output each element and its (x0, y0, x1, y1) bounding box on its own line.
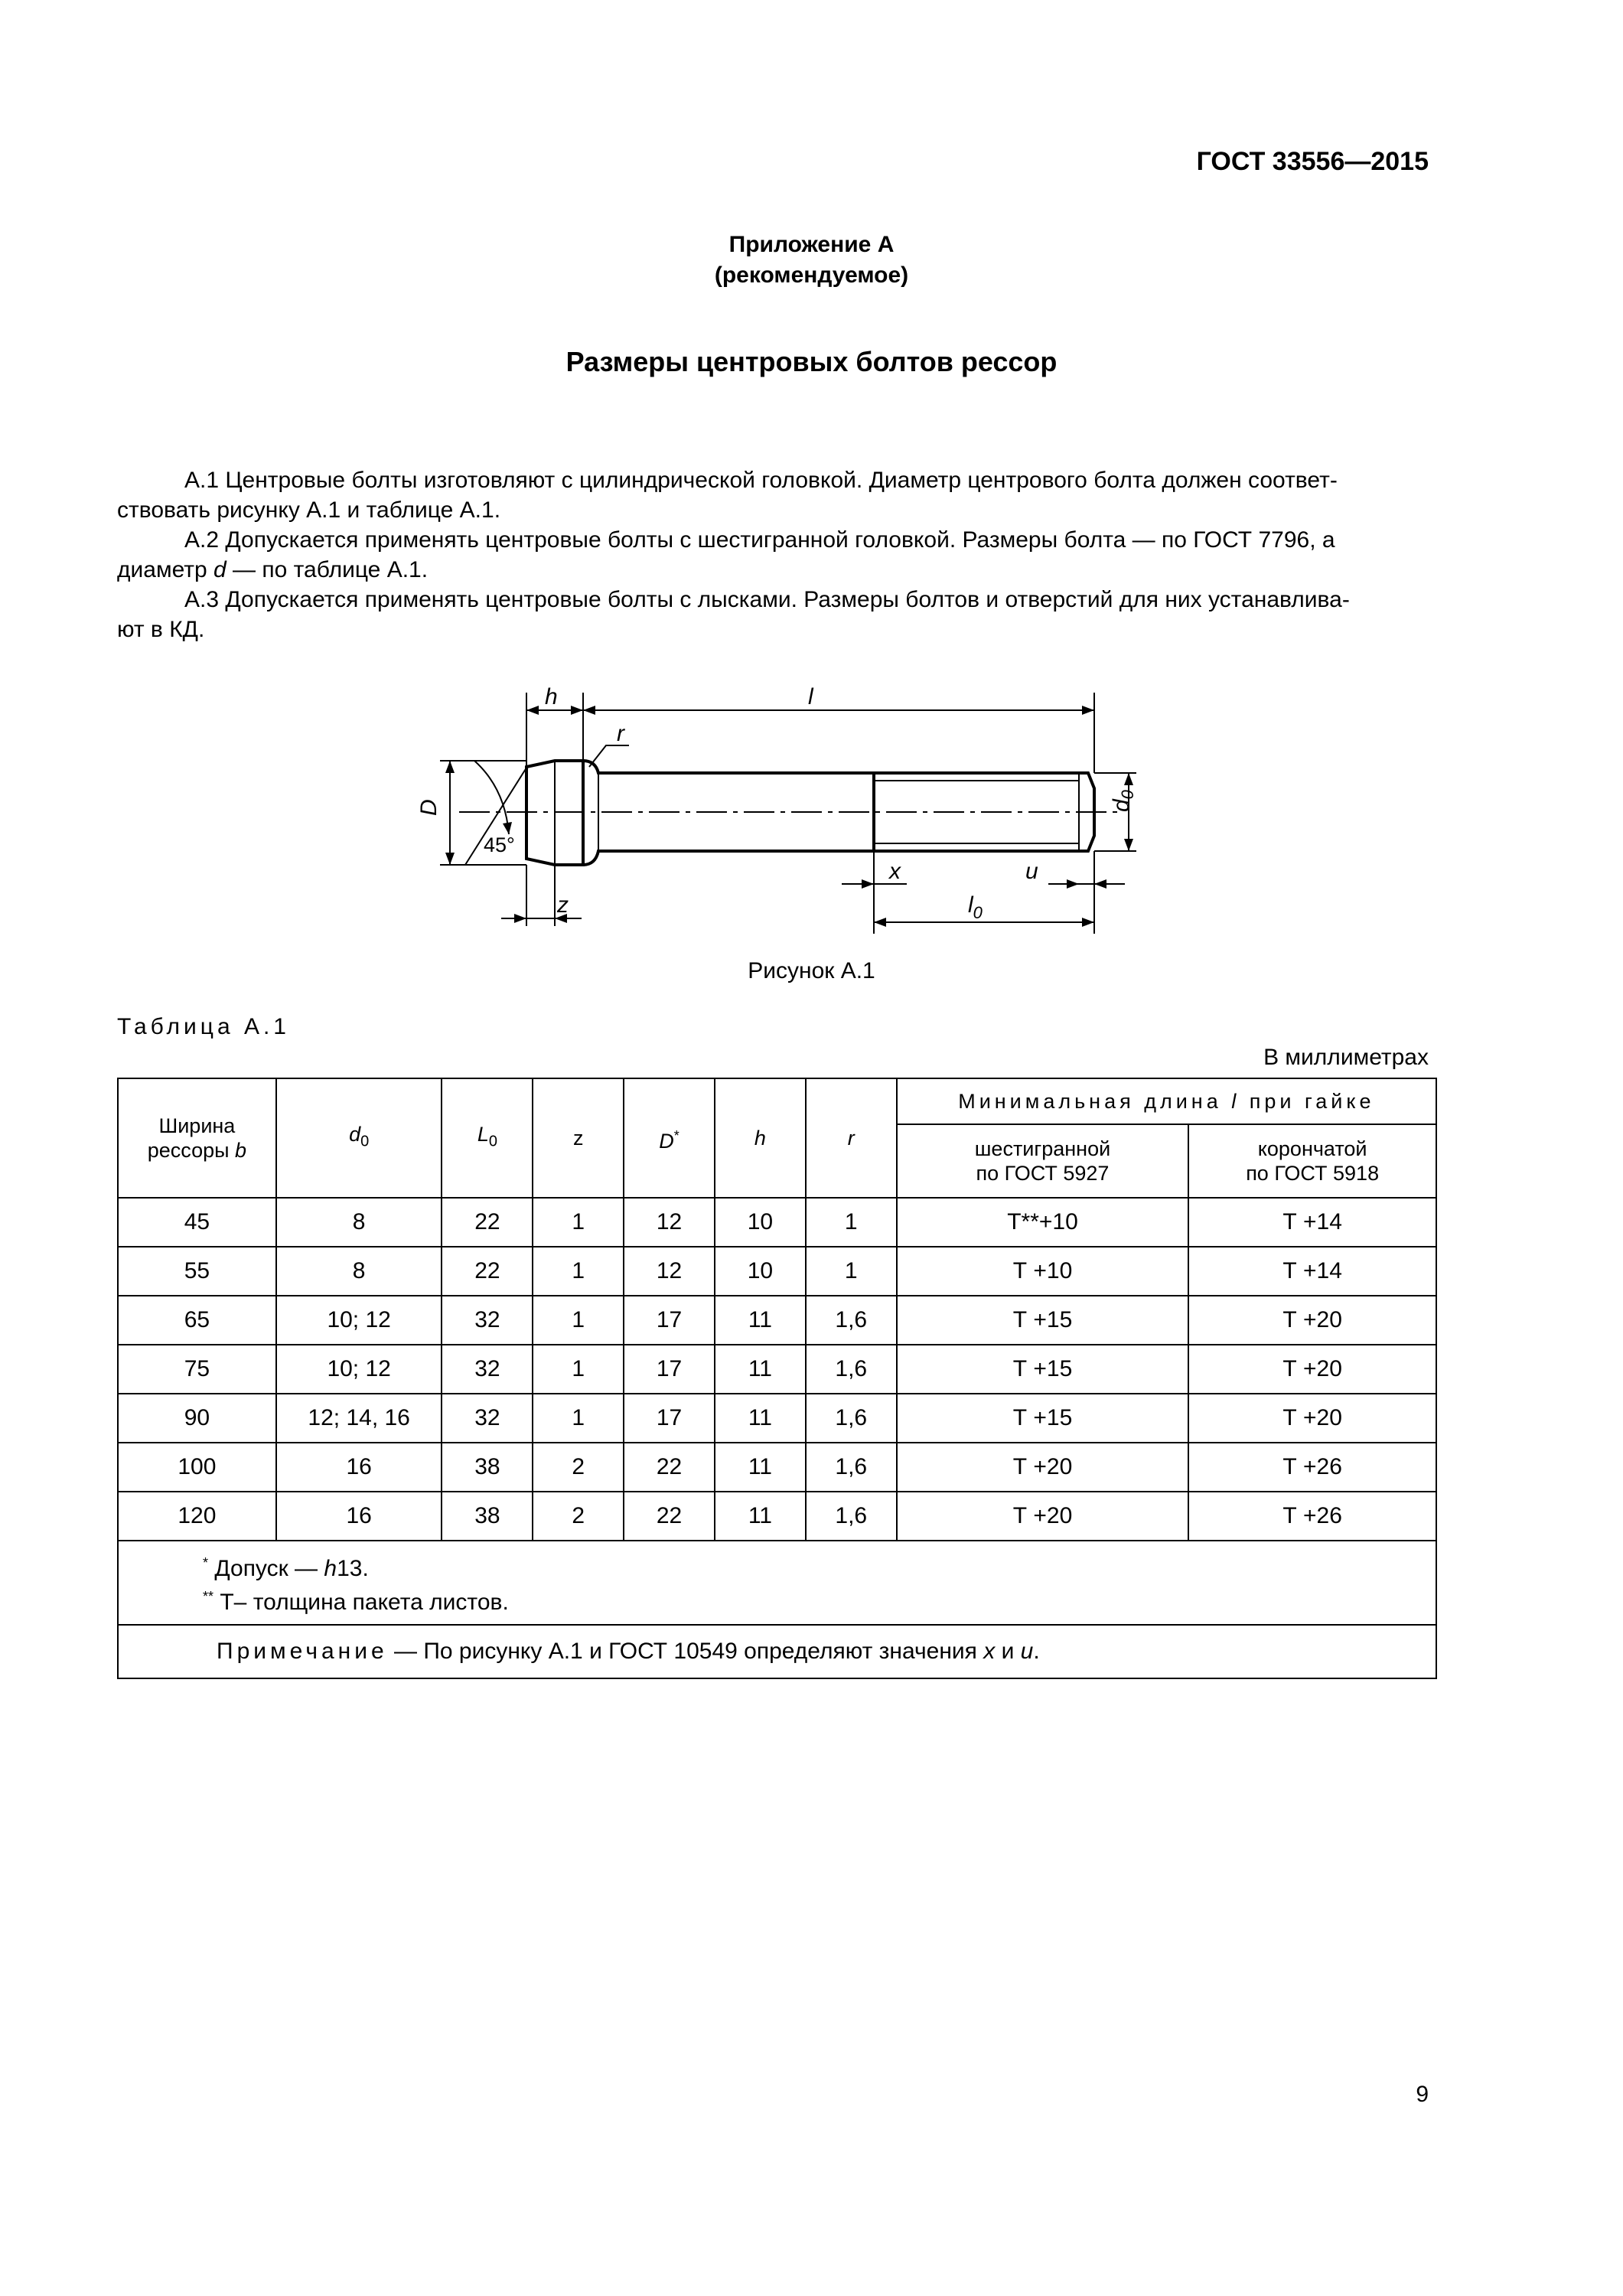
table-cell: 65 (118, 1296, 276, 1345)
table-row (118, 1492, 1436, 1541)
table-cell: Т +26 (1188, 1492, 1436, 1541)
appendix-title: Приложение А (728, 232, 895, 257)
table-cell: Т +15 (897, 1296, 1189, 1345)
table-cell: 75 (118, 1345, 276, 1394)
label-l: l (808, 684, 813, 709)
table-cell: 12 (624, 1198, 715, 1247)
table-row (118, 1394, 1436, 1443)
header-hex-nut: шестигранной по ГОСТ 5927 (897, 1124, 1189, 1198)
table-cell: 45 (118, 1198, 276, 1247)
paragraph-a2-line2: диаметр d — по таблице А.1. (117, 557, 429, 582)
table-cell: 17 (624, 1394, 715, 1443)
table-cell: 16 (276, 1492, 442, 1541)
label-x: x (889, 859, 901, 884)
table-row (118, 1345, 1436, 1394)
table-cell: 1,6 (806, 1345, 897, 1394)
table-cell: 1 (806, 1247, 897, 1296)
label-u: u (1025, 859, 1038, 884)
appendix-heading (0, 230, 1623, 291)
table-cell: Т +15 (897, 1394, 1189, 1443)
table-cell: 22 (624, 1492, 715, 1541)
table-cell: 10 (715, 1198, 806, 1247)
table-cell: 1,6 (806, 1492, 897, 1541)
table-cell: 11 (715, 1296, 806, 1345)
table-cell: Т +14 (1188, 1247, 1436, 1296)
table-cell: 1 (533, 1247, 624, 1296)
table-cell: 22 (624, 1443, 715, 1492)
table-cell: 11 (715, 1443, 806, 1492)
header-width: Ширина рессоры b (118, 1078, 276, 1198)
table-row (118, 1296, 1436, 1345)
document-code: ГОСТ 33556—2015 (1196, 147, 1429, 176)
label-z: z (557, 892, 569, 918)
paragraph-a1-line1: А.1 Центровые болты изготовляют с цилиндрической головкой. Диаметр центрового болта должен соответ- (184, 468, 1338, 493)
table-cell: Т**+10 (897, 1198, 1189, 1247)
table-cell: 12 (624, 1247, 715, 1296)
header-crown-nut: корончатой по ГОСТ 5918 (1188, 1124, 1436, 1198)
paragraph-a1 (117, 465, 1437, 525)
bolt-dimensions-table (117, 1078, 1437, 1679)
table-cell: 1 (806, 1198, 897, 1247)
table-cell: 17 (624, 1296, 715, 1345)
table-cell: 11 (715, 1492, 806, 1541)
table-cell: 32 (442, 1345, 533, 1394)
table-cell: 8 (276, 1198, 442, 1247)
bolt-shank-top (583, 761, 1088, 773)
paragraph-a1-line2: ствовать рисунку А.1 и таблице А.1. (117, 497, 501, 523)
table-cell: 2 (533, 1492, 624, 1541)
header-L0: $L_0$ (442, 1078, 533, 1198)
table-label: Таблица А.1 (117, 1014, 290, 1039)
paragraph-a3-line2: ют в КД. (117, 617, 205, 642)
table-cell: 38 (442, 1492, 533, 1541)
table-cell: Т +26 (1188, 1443, 1436, 1492)
table-cell: 17 (624, 1345, 715, 1394)
table-cell: Т +20 (1188, 1394, 1436, 1443)
appendix-status: (рекомендуемое) (714, 263, 909, 288)
table-row (118, 1443, 1436, 1492)
header-min-length: Минимальная длина l при гайке (897, 1078, 1436, 1124)
table-cell: Т +20 (1188, 1296, 1436, 1345)
table-cell: 32 (442, 1296, 533, 1345)
label-angle: 45° (484, 833, 515, 856)
table-cell: 2 (533, 1443, 624, 1492)
table-cell: 120 (118, 1492, 276, 1541)
table-cell: 11 (715, 1345, 806, 1394)
header-h: h (715, 1078, 806, 1198)
table-units: В миллиметрах (1263, 1045, 1429, 1070)
paragraph-a2 (117, 525, 1437, 585)
label-D: D (416, 799, 442, 816)
table-cell: 55 (118, 1247, 276, 1296)
table-cell: Т +14 (1188, 1198, 1436, 1247)
figure-caption: Рисунок А.1 (748, 958, 875, 983)
header-d0: $d_0$ (276, 1078, 442, 1198)
label-r: r (617, 721, 624, 746)
paragraph-a3 (117, 585, 1437, 644)
table-cell: 8 (276, 1247, 442, 1296)
table-cell: Т +20 (1188, 1345, 1436, 1394)
table-cell: 12; 14, 16 (276, 1394, 442, 1443)
table-cell: Т +10 (897, 1247, 1189, 1296)
footnote-1: * Допуск — h13. (203, 1555, 369, 1581)
table-cell: 1 (533, 1198, 624, 1247)
table-footnotes (118, 1541, 1436, 1625)
bolt-drawing (398, 673, 1163, 949)
table-cell: 1,6 (806, 1394, 897, 1443)
table-cell: Т +20 (897, 1492, 1189, 1541)
table-cell: 1 (533, 1296, 624, 1345)
table-cell: 10; 12 (276, 1296, 442, 1345)
table-cell: 1 (533, 1345, 624, 1394)
table-note: Примечание — По рисунку А.1 и ГОСТ 10549 определяют значения x и u. (118, 1625, 1436, 1678)
footnote-2: ** Т– толщина пакета листов. (203, 1589, 509, 1615)
section-title: Размеры центровых болтов рессор (565, 346, 1058, 377)
label-d0: $d_0$ (1109, 790, 1137, 812)
table-body (118, 1198, 1436, 1541)
table-cell: 1,6 (806, 1443, 897, 1492)
label-l0: $l_0$ (968, 892, 983, 922)
table-cell: 10; 12 (276, 1345, 442, 1394)
table-row (118, 1247, 1436, 1296)
table-cell: Т +15 (897, 1345, 1189, 1394)
paragraph-a3-line1: А.3 Допускается применять центровые болты с лысками. Размеры болтов и отверстий для них устанавлива- (184, 587, 1350, 612)
table-cell: 16 (276, 1443, 442, 1492)
label-h: h (545, 684, 558, 709)
table-cell: 1,6 (806, 1296, 897, 1345)
table-cell: 38 (442, 1443, 533, 1492)
table-cell: Т +20 (897, 1443, 1189, 1492)
table-cell: 100 (118, 1443, 276, 1492)
table-cell: 1 (533, 1394, 624, 1443)
header-z: z (533, 1078, 624, 1198)
table-cell: 10 (715, 1247, 806, 1296)
table-cell: 32 (442, 1394, 533, 1443)
table-cell: 90 (118, 1394, 276, 1443)
page-number: 9 (1416, 2082, 1429, 2107)
paragraph-a2-line1: А.2 Допускается применять центровые болты с шестигранной головкой. Размеры болта — по ГОСТ 7796, а (184, 527, 1335, 553)
table-cell: 22 (442, 1247, 533, 1296)
bolt-shank-bottom (583, 851, 1088, 865)
table-row (118, 1198, 1436, 1247)
header-r: r (806, 1078, 897, 1198)
header-D: D* (624, 1078, 715, 1198)
table-cell: 22 (442, 1198, 533, 1247)
table-cell: 11 (715, 1394, 806, 1443)
